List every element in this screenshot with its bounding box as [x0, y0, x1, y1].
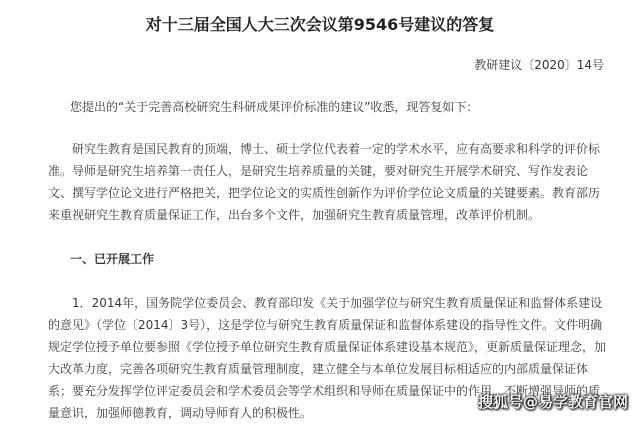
greeting-paragraph: 您提出的“关于完善高校研究生科研成果评价标准的建议”收悉，现答复如下： — [70, 100, 479, 114]
document-title: 对十三届全国人大三次会议第9546号建议的答复 — [145, 15, 495, 34]
item-one-paragraph: 1．2014年，国务院学位委员会、教育部印发《关于加强学位与研究生教育质量保证和监督体系建设的意见》（学位〔2014〕3号），这是学位与研究生教育质量保证和监督体系建设的指导性文件。文件明确规定学位授予单位要参照《学位授予单位研究生教育质量保证体系建设基本规范》，更新质量保证理念，加大改革力度，完善各项研究生教育质量管理制度，建立健全与本单位发展目标相适应的内部质量保证体系；要充分发挥学位评定委员会和学术委员会等学术组织和导师在质量保证中的作用，不断增强导师的质量意识，加强师德教育，调动导师育人的积极性。 — [48, 296, 607, 420]
watermark: 搜狐号@易学教育官网 — [477, 393, 628, 411]
section-heading: 一、已开展工作 — [70, 252, 155, 266]
document-number: 教研建议〔2020〕14号 — [474, 58, 604, 72]
intro-paragraph: 研究生教育是国民教育的顶端，博士、硕士学位代表着一定的学术水平，应有高要求和科学的评价标准。导师是研究生培养第一责任人，是研究生培养质量的关键，要对研究生开展学术研究、写作发表论文、撰写学位论文进行严格把关，把学位论文的实质性创新作为评价学位论文质量的关键要素。教育部历来重视研究生教育质量保证工作，出台多个文件，加强研究生教育质量管理，改革评价机制。 — [48, 142, 601, 222]
